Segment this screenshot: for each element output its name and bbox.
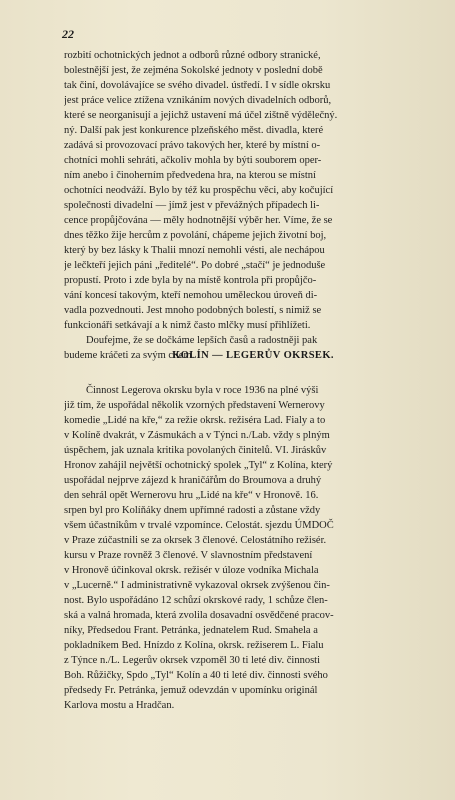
text-line: vadla pozvednouti. Jest mnoho podobných bolestí, s nimiž se bbox=[64, 305, 322, 316]
text-line: srpen byl pro Kolíňáky dnem upřímné radosti a zůstane vždy bbox=[64, 505, 321, 516]
text-line: ný. Další pak jest konkurence plzeňského měst. divadla, které bbox=[64, 125, 324, 136]
page-number: 22 bbox=[62, 27, 74, 41]
section-heading: KOLÍN — LEGERŮV OKRSEK. bbox=[172, 350, 334, 361]
text-line: chotníci mohli sehráti, ačkoliv mohla by býti souborem oper- bbox=[64, 155, 322, 166]
text-line: všem účastníkům v trvalé vzpomínce. Celostát. sjezdu ÚMDOČ bbox=[64, 520, 334, 531]
text-line: úspěchem, jak uznala kritika povolaných činitelů. VI. Jiráskův bbox=[64, 445, 327, 456]
text-line: v Kolíně dvakrát, v Zásmukách a v Týnci n./Lab. vždy s plným bbox=[64, 430, 330, 441]
paragraph-continued bbox=[64, 48, 442, 363]
text-line: Doufejme, že se dočkáme lepších časů a radostněji pak bbox=[86, 335, 318, 346]
text-line: nost. Bylo uspořádáno 12 schůzí okrskové rady, 1 schůze člen- bbox=[64, 595, 328, 606]
text-line: rozbití ochotnických jednot a odborů různé odbory stranické, bbox=[64, 50, 321, 61]
text-line: které se neorganisují a jejichž ustavení má účel zištně výdělečný. bbox=[64, 110, 338, 121]
text-line: cence propůjčována — měly hodnotnější výběr her. Víme, že se bbox=[64, 215, 333, 226]
text-line: dnes těžko žije hercům z povolání, chápeme jejich životní boj, bbox=[64, 230, 327, 241]
text-line: kursu v Praze rovněž 3 členové. V slavnostním představení bbox=[64, 550, 313, 561]
paragraph-kolin bbox=[64, 383, 442, 713]
text-line: bolestnější jest, že zejména Sokolské jednoty v poslední době bbox=[64, 65, 323, 76]
text-line: Karlova mostu a Hradčan. bbox=[64, 700, 175, 711]
text-line: je lečkteří jejich páni „ředitelé“. Po dobré „stačí“ je jednoduše bbox=[64, 260, 326, 271]
text-line: již tím, že uspořádal několik vzorných představení Wernerovy bbox=[64, 400, 325, 411]
text-line: který by bez lásky k Thalii mnozí nemohli vésti, ale nechápou bbox=[64, 245, 325, 256]
text-line: vání koncesí takovým, kteří nemohou uměleckou úroveň di- bbox=[64, 290, 318, 301]
text-line: zadává si provozovací právo takových her, které by místní o- bbox=[64, 140, 321, 151]
text-line: ním anebo i činoherním předvedena hra, na kterou se místní bbox=[64, 170, 316, 181]
text-line: Hronov zahájil největší ochotnický spolek „Tyl“ z Kolína, který bbox=[64, 460, 333, 471]
text-line: ochotníci neodváží. Bylo by též ku prospěchu věci, aby kočující bbox=[64, 185, 334, 196]
text-line: Činnost Legerova okrsku byla v roce 1936 na plné výši bbox=[86, 385, 319, 396]
text-line: níky, Předsedou Frant. Petránka, jednatelem Rud. Smahela a bbox=[64, 625, 318, 636]
text-line: tak činí, dovolávajíce se svého divadel. ústředí. I v sídle okrsku bbox=[64, 80, 331, 91]
text-line: společnosti divadelní — jímž jest v převážných případech li- bbox=[64, 200, 320, 211]
text-line: ská a valná hromada, která zvolila dosavadní osvědčené pracov- bbox=[64, 610, 334, 621]
text-line: v Praze zúčastnili se za okrsek 3 členové. Celostátního režisér. bbox=[64, 535, 327, 546]
text-line: den sehrál opět Wernerovu hru „Lidé na kře“ v Hronově. 16. bbox=[64, 490, 319, 501]
text-line: v Hronově účinkoval okrsk. režisér v úloze vodníka Michala bbox=[64, 565, 319, 576]
text-line: propustí. Proto i zde byla by na místě kontrola při propůjčo- bbox=[64, 275, 317, 286]
text-line: uspořádal nejprve zájezd k hraničářům do Broumova a druhý bbox=[64, 475, 322, 486]
text-line: z Týnce n./L. Legerův okrsek vzpoměl 30 ti leté div. činnosti bbox=[64, 655, 321, 666]
text-line: předsedy Fr. Petránka, jemuž odevzdán v upomínku originál bbox=[64, 685, 318, 696]
text-line: Boh. Růžičky, Spdo „Tyl“ Kolín a 40 ti leté div. činnosti svého bbox=[64, 670, 328, 681]
text-line: jest práce velice ztížena vznikáním nových divadelních odborů, bbox=[64, 95, 332, 106]
text-line: v „Lucerně.“ I administrativně vykazoval okrsek zvýšenou čin- bbox=[64, 580, 330, 591]
text-line: komedie „Lidé na kře,“ za režie okrsk. režiséra Lad. Fialy a to bbox=[64, 415, 326, 426]
text-line: budeme kráčeti za svým cílem. bbox=[64, 350, 195, 361]
text-line: pokladníkem Bed. Hnízdo z Kolína, okrsk. režiserem L. Fialu bbox=[64, 640, 324, 651]
text-line: funkcionáři setkávají a k nimž často mlčky musí přihlížeti. bbox=[64, 320, 311, 331]
